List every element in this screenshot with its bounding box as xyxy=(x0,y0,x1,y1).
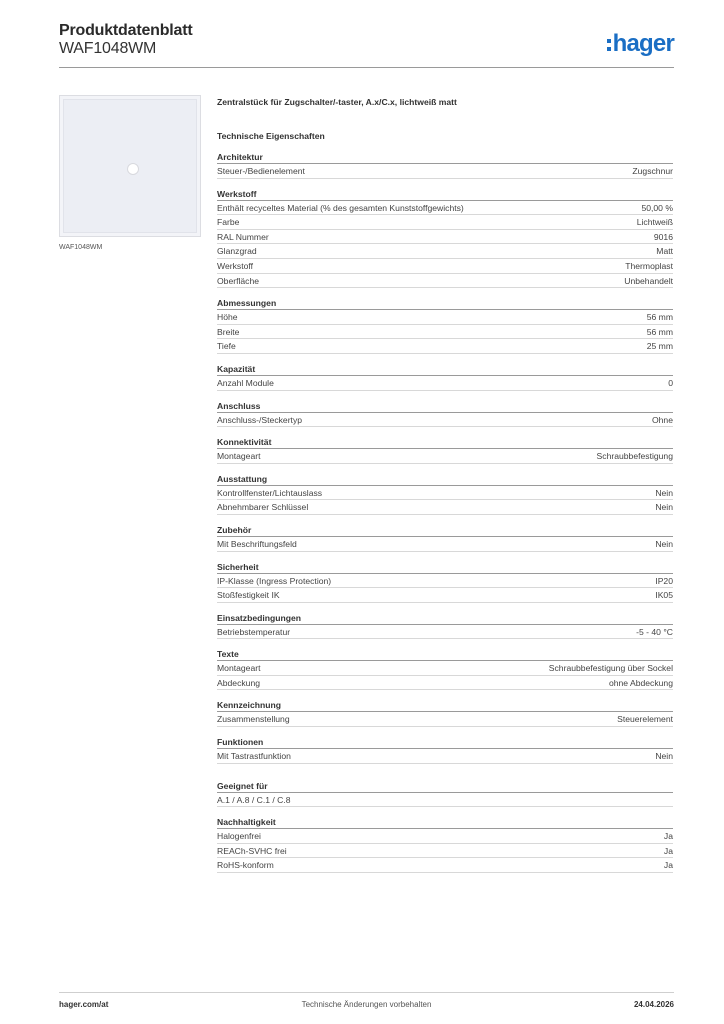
property-sections xyxy=(217,151,673,873)
property-label: Breite xyxy=(217,326,240,337)
section-title: Texte xyxy=(217,648,673,661)
property-section xyxy=(217,736,673,764)
property-section xyxy=(217,188,673,289)
property-section xyxy=(217,648,673,690)
property-row xyxy=(217,829,673,844)
section-title: Funktionen xyxy=(217,736,673,749)
property-row xyxy=(217,712,673,727)
section-title: Kapazität xyxy=(217,363,673,376)
property-label: RAL Nummer xyxy=(217,231,269,242)
property-value: Ja xyxy=(663,831,673,842)
logo-dots-icon xyxy=(607,39,611,51)
section-title: Werkstoff xyxy=(217,188,673,201)
property-label: Glanzgrad xyxy=(217,246,257,257)
property-label: RoHS-konform xyxy=(217,860,274,871)
page-header xyxy=(59,20,674,66)
footer-date: 24.04.2026 xyxy=(633,1000,674,1009)
property-row xyxy=(217,201,673,216)
footer-notice: Technische Änderungen vorbehalten xyxy=(301,1000,432,1009)
property-row xyxy=(217,574,673,589)
property-value: -5 - 40 °C xyxy=(636,626,673,637)
footer-divider xyxy=(59,992,674,993)
datasheet-content xyxy=(217,95,673,882)
property-row xyxy=(217,244,673,259)
property-label: Oberfläche xyxy=(217,275,260,286)
property-row xyxy=(217,500,673,515)
product-image-hole xyxy=(127,163,139,175)
property-label: REACh-SVHC frei xyxy=(217,845,287,856)
product-image-plate xyxy=(63,99,197,233)
property-label: Höhe xyxy=(217,312,238,323)
property-value: Ohne xyxy=(651,414,673,425)
property-row xyxy=(217,625,673,640)
property-label: Halogenfrei xyxy=(217,831,261,842)
property-row xyxy=(217,588,673,603)
property-row xyxy=(217,164,673,179)
technical-properties-heading: Technische Eigenschaften xyxy=(217,131,325,141)
property-section xyxy=(217,816,673,873)
property-value: Schraubbefestigung über Sockel xyxy=(548,663,673,674)
property-row xyxy=(217,274,673,289)
property-value: Unbehandelt xyxy=(624,275,673,286)
property-section xyxy=(217,436,673,464)
product-code: WAF1048WM xyxy=(59,40,157,57)
property-label: Anzahl Module xyxy=(217,377,274,388)
property-label: Farbe xyxy=(217,217,240,228)
property-value: Ja xyxy=(663,845,673,856)
property-label: Montageart xyxy=(217,451,261,462)
property-row xyxy=(217,215,673,230)
property-label: Enthält recyceltes Material (% des gesamten Kunststoffgewichts) xyxy=(217,202,464,213)
property-label: Steuer-/Bedienelement xyxy=(217,166,305,176)
property-section xyxy=(217,699,673,727)
header-divider xyxy=(59,67,674,68)
property-label: A.1 / A.8 / C.1 / C.8 xyxy=(217,794,291,805)
property-row xyxy=(217,844,673,859)
property-value: 25 mm xyxy=(646,341,673,352)
property-section xyxy=(217,363,673,391)
property-row xyxy=(217,259,673,274)
property-label: IP-Klasse (Ingress Protection) xyxy=(217,575,332,586)
property-section xyxy=(217,524,673,552)
property-value: Schraubbefestigung xyxy=(596,451,673,462)
property-value: Nein xyxy=(655,538,673,549)
property-label: Werkstoff xyxy=(217,260,253,271)
property-value: Nein xyxy=(655,502,673,513)
property-label: Kontrollfenster/Lichtauslass xyxy=(217,487,323,498)
section-title: Zubehör xyxy=(217,524,673,537)
property-label: Abdeckung xyxy=(217,677,261,688)
property-label: Abnehmbarer Schlüssel xyxy=(217,502,309,513)
property-row xyxy=(217,537,673,552)
property-row xyxy=(217,676,673,691)
section-title: Ausstattung xyxy=(217,473,673,486)
property-section xyxy=(217,780,673,808)
property-value: 56 mm xyxy=(646,312,673,323)
section-title: Kennzeichnung xyxy=(217,699,673,712)
section-title: Architektur xyxy=(217,151,673,164)
section-title: Geeignet für xyxy=(217,780,673,793)
property-row xyxy=(217,413,673,428)
property-value: Nein xyxy=(655,487,673,498)
property-label: Mit Beschriftungsfeld xyxy=(217,538,297,549)
logo-text: hager xyxy=(612,30,674,57)
section-title: Abmessungen xyxy=(217,297,673,310)
property-value: Matt xyxy=(656,246,673,257)
product-image-caption: WAF1048WM xyxy=(59,244,103,251)
property-label: Montageart xyxy=(217,663,261,674)
property-row xyxy=(217,858,673,873)
property-label: Zusammenstellung xyxy=(217,714,290,725)
property-value: ohne Abdeckung xyxy=(608,677,673,688)
section-title: Nachhaltigkeit xyxy=(217,816,673,829)
property-row xyxy=(217,230,673,245)
property-value: 9016 xyxy=(653,231,673,242)
property-value: IP20 xyxy=(655,575,673,586)
section-title: Anschluss xyxy=(217,400,673,413)
property-value: Zugschnur xyxy=(632,166,673,176)
property-label: Anschluss-/Steckertyp xyxy=(217,414,303,425)
section-title: Sicherheit xyxy=(217,561,673,574)
property-row xyxy=(217,486,673,501)
footer-website-link[interactable]: hager.com/at xyxy=(59,1000,109,1009)
property-row xyxy=(217,339,673,354)
property-label: Betriebstemperatur xyxy=(217,626,291,637)
property-label: Tiefe xyxy=(217,341,236,352)
property-value: 50,00 % xyxy=(641,202,673,213)
section-title: Einsatzbedingungen xyxy=(217,612,673,625)
property-value: Nein xyxy=(655,751,673,762)
property-section xyxy=(217,561,673,603)
property-value: 0 xyxy=(668,377,673,388)
property-row xyxy=(217,749,673,764)
property-value: Ja xyxy=(663,860,673,871)
product-description: Zentralstück für Zugschalter/-taster, A.x/C.x, lichtweiß matt xyxy=(217,97,457,107)
property-value: Thermoplast xyxy=(625,260,673,271)
property-section xyxy=(217,612,673,640)
property-value: IK05 xyxy=(655,590,673,601)
product-image xyxy=(59,95,201,237)
hager-logo xyxy=(607,30,674,58)
property-row xyxy=(217,793,673,808)
document-title: Produktdatenblatt xyxy=(59,22,193,39)
page-footer xyxy=(59,1000,674,1014)
property-row xyxy=(217,661,673,676)
property-section xyxy=(217,297,673,354)
property-row xyxy=(217,449,673,464)
property-row xyxy=(217,376,673,391)
property-row xyxy=(217,310,673,325)
property-value: Steuerelement xyxy=(617,714,673,725)
property-section xyxy=(217,151,673,179)
section-title: Konnektivität xyxy=(217,436,673,449)
property-section xyxy=(217,473,673,515)
property-value: 56 mm xyxy=(646,326,673,337)
property-label: Stoßfestigkeit IK xyxy=(217,590,280,601)
property-section xyxy=(217,400,673,428)
property-label: Mit Tastrastfunktion xyxy=(217,751,291,762)
property-value: Lichtweiß xyxy=(636,217,673,228)
property-row xyxy=(217,325,673,340)
